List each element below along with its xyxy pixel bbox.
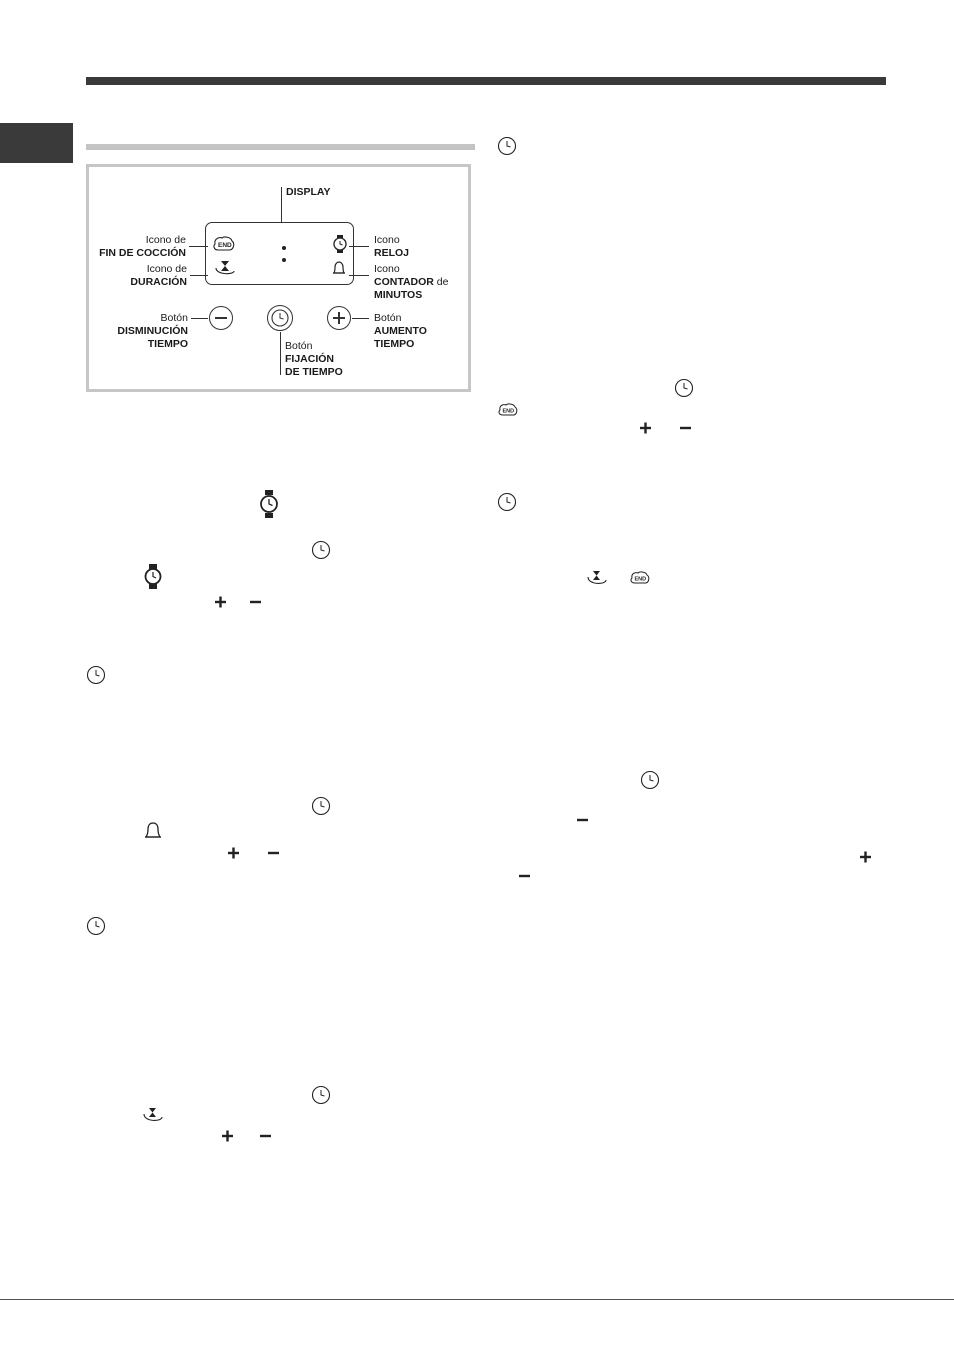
set-button-leader [280, 332, 281, 375]
minus-button-caption-line1: Botón [160, 312, 188, 324]
clock-icon-caption-line1: Icono [374, 234, 400, 246]
hourglass-icon [142, 1106, 164, 1124]
clock-set-icon [86, 916, 106, 936]
set-time-button[interactable] [267, 305, 293, 331]
plus-button-leader [352, 318, 369, 319]
timer-icon-caption-line3: MINUTOS [374, 289, 423, 301]
end-icon-leader [189, 246, 208, 247]
end-icon-caption-line1: Icono de [145, 234, 186, 246]
plus-icon [214, 595, 228, 609]
clock-set-icon [311, 796, 331, 816]
set-button-caption [285, 340, 343, 379]
set-button-caption-line1: Botón [285, 340, 313, 352]
end-icon-caption [96, 234, 186, 260]
clock-set-icon [497, 492, 517, 512]
plus-button[interactable] [327, 306, 351, 330]
svg-text:END: END [218, 242, 232, 249]
clock-set-icon [270, 308, 290, 328]
clock-set-icon [86, 665, 106, 685]
end-icon [629, 570, 651, 586]
timer-icon-caption-line2 [374, 276, 449, 289]
minus-icon [249, 595, 263, 609]
clock-set-icon [497, 136, 517, 156]
plus-button-caption-line3: TIEMPO [374, 338, 415, 350]
duration-icon-caption [96, 263, 187, 289]
timer-icon-caption [374, 263, 449, 302]
hourglass-icon [214, 259, 236, 277]
plus-button-caption [374, 312, 427, 351]
bell-icon [331, 260, 347, 277]
duration-icon-caption-line1: Icono de [146, 263, 187, 275]
minus-button-caption [96, 312, 188, 351]
display-leader [281, 187, 282, 223]
minus-button-caption-line2: DISMINUCIÓN [117, 325, 188, 337]
display-label: DISPLAY [286, 186, 331, 198]
minus-icon [518, 869, 532, 883]
plus-icon [221, 1129, 235, 1143]
minus-icon [679, 421, 693, 435]
duration-icon-caption-line2: DURACIÓN [130, 276, 187, 288]
section-rule [86, 144, 475, 150]
plus-icon [859, 850, 873, 864]
plus-button-caption-line2: AUMENTO [374, 325, 427, 337]
clock-set-icon [311, 540, 331, 560]
minus-button[interactable] [209, 306, 233, 330]
timer-icon-caption-line1: Icono [374, 263, 400, 275]
clock-icon-caption [374, 234, 409, 260]
plus-icon [639, 421, 653, 435]
end-icon-caption-line2: FIN DE COCCIÓN [99, 247, 186, 259]
watch-icon [144, 563, 162, 590]
display-colon-dot [282, 246, 286, 250]
svg-text:END: END [502, 408, 515, 415]
clock-icon-caption-line2: RELOJ [374, 247, 410, 259]
timer-icon-caption-bold: CONTADOR [374, 276, 434, 288]
minus-icon [267, 846, 281, 860]
timer-icon-leader [349, 275, 369, 276]
plus-icon [227, 846, 241, 860]
end-icon [212, 235, 236, 253]
clock-set-icon [674, 378, 694, 398]
svg-text:END: END [634, 576, 647, 583]
clock-set-icon [311, 1085, 331, 1105]
watch-icon [332, 234, 348, 254]
timer-icon-caption-rest: de [433, 276, 449, 288]
bell-icon [143, 821, 163, 841]
footer-rule [0, 1299, 954, 1300]
minus-button-caption-line3: TIEMPO [147, 338, 188, 350]
duration-icon-leader [190, 275, 208, 276]
header-bar [86, 77, 886, 85]
end-icon [497, 402, 519, 418]
minus-icon [576, 813, 590, 827]
hourglass-icon [586, 569, 608, 587]
plus-button-caption-line1: Botón [374, 312, 402, 324]
minus-icon [259, 1129, 273, 1143]
set-button-caption-line3: DE TIEMPO [285, 366, 343, 378]
minus-icon [215, 317, 227, 319]
watch-icon [259, 489, 279, 519]
plus-icon-v [338, 312, 340, 324]
clock-icon-leader [349, 246, 369, 247]
clock-set-icon [640, 770, 660, 790]
minus-button-leader [191, 318, 208, 319]
set-button-caption-line2: FIJACIÓN [285, 353, 335, 365]
language-tab [0, 123, 73, 163]
display-colon-dot [282, 258, 286, 262]
